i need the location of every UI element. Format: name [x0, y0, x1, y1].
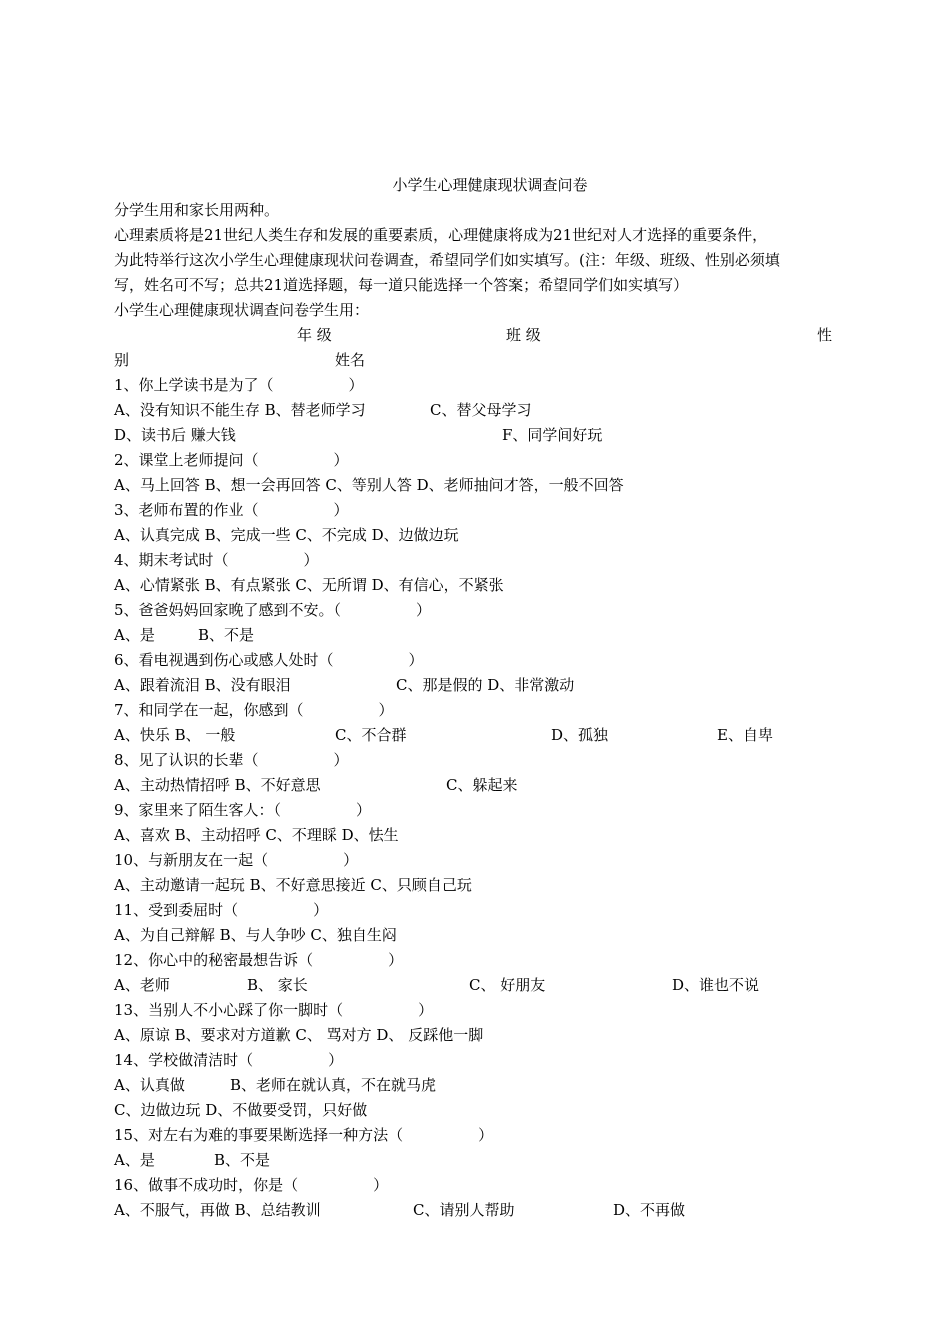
option-row [114, 673, 836, 698]
option-text: E、自卑 [717, 726, 773, 744]
question-text: 1、你上学读书是为了（ ） [114, 376, 364, 394]
question-text: 14、学校做清洁时（ ） [114, 1051, 344, 1069]
question-text: 15、对左右为难的事要果断选择一种方法（ ） [114, 1126, 494, 1144]
question-text: 16、做事不成功时，你是（ ） [114, 1176, 389, 1194]
option-row [114, 1198, 836, 1223]
option-row [114, 623, 836, 648]
option-text: A、认真做 [114, 1076, 185, 1094]
option-text: C、 好朋友 [469, 976, 546, 994]
option-row [114, 923, 836, 948]
option-text: D、孤独 [551, 726, 609, 744]
question-text: 3、老师布置的作业（ ） [114, 501, 349, 519]
option-text: A、心情紧张 B、有点紧张 C、无所谓 D、有信心，不紧张 [114, 576, 504, 594]
question-text: 6、看电视遇到伤心或感人处时（ ） [114, 651, 424, 669]
option-text: C、那是假的 D、非常激动 [396, 676, 575, 694]
question-text: 7、和同学在一起，你感到（ ） [114, 701, 394, 719]
option-row [114, 823, 836, 848]
option-text: A、喜欢 B、主动招呼 C、不理睬 D、怯生 [114, 826, 399, 844]
option-text: B、不是 [198, 626, 255, 644]
option-row [114, 398, 836, 423]
field-name-label: 姓名 [335, 351, 366, 369]
question-text: 8、见了认识的长辈（ ） [114, 751, 349, 769]
option-text: A、老师 [114, 976, 170, 994]
option-row [114, 1023, 836, 1048]
option-text: D、读书后 赚大钱 [114, 426, 236, 444]
option-text: C、躲起来 [446, 776, 518, 794]
option-text: B、老师在就认真，不在就马虎 [230, 1076, 437, 1094]
option-text: C、不合群 [335, 726, 407, 744]
option-row [114, 473, 836, 498]
option-text: A、为自己辩解 B、与人争吵 C、独自生闷 [114, 926, 397, 944]
option-text: C、请别人帮助 [413, 1201, 515, 1219]
question-text: 13、当别人不小心踩了你一脚时（ ） [114, 1001, 434, 1019]
field-grade-label: 年 级 [297, 326, 332, 344]
option-text: B、 家长 [247, 976, 308, 994]
field-gender-label: 性 [817, 326, 833, 344]
option-text: A、主动热情招呼 B、不好意思 [114, 776, 321, 794]
option-row [114, 1148, 836, 1173]
question-list [114, 373, 836, 1223]
option-text: C、边做边玩 D、不做要受罚，只好做 [114, 1101, 368, 1119]
option-row [114, 573, 836, 598]
option-text: A、马上回答 B、想一会再回答 C、等别人答 D、老师抽问才答，一般不回答 [114, 476, 624, 494]
field-class-label: 班 级 [506, 326, 541, 344]
option-row [114, 523, 836, 548]
intro-line: 分学生用和家长用两种。 [114, 201, 280, 219]
question-text: 12、你心中的秘密最想告诉（ ） [114, 951, 404, 969]
option-row [114, 973, 836, 998]
intro-paragraph-line: 为此特举行这次小学生心理健康现状问卷调查，希望同学们如实填写。(注：年级、班级、性别必须填 [114, 251, 780, 269]
option-row [114, 1073, 836, 1098]
option-text: C、替父母学习 [430, 401, 532, 419]
question-text: 10、与新朋友在一起（ ） [114, 851, 359, 869]
option-text: A、认真完成 B、完成一些 C、不完成 D、边做边玩 [114, 526, 459, 544]
option-text: A、没有知识不能生存 B、替老师学习 [114, 401, 366, 419]
option-row [114, 423, 836, 448]
subtitle: 小学生心理健康现状调查问卷学生用： [114, 301, 370, 319]
question-text: 4、期末考试时（ ） [114, 551, 319, 569]
question-text: 9、家里来了陌生客人：（ ） [114, 801, 372, 819]
fields-row [114, 323, 836, 348]
question-text: 5、爸爸妈妈回家晚了感到不安。（ ） [114, 601, 432, 619]
option-text: F、同学间好玩 [502, 426, 603, 444]
option-text: A、跟着流泪 B、没有眼泪 [114, 676, 291, 694]
document-body [114, 173, 836, 1223]
option-row [114, 873, 836, 898]
field-gender-label-cont: 别 [114, 351, 130, 369]
question-text: 2、课堂上老师提问（ ） [114, 451, 349, 469]
fields-row-2 [114, 348, 836, 373]
option-text: A、不服气，再做 B、总结教训 [114, 1201, 321, 1219]
option-text: D、谁也不说 [672, 976, 760, 994]
question-text: 11、受到委屈时（ ） [114, 901, 329, 919]
option-text: B、不是 [214, 1151, 271, 1169]
option-row [114, 773, 836, 798]
option-row [114, 1098, 836, 1123]
option-text: A、是 [114, 626, 155, 644]
option-text: A、主动邀请一起玩 B、不好意思接近 C、只顾自己玩 [114, 876, 472, 894]
intro-paragraph [114, 223, 836, 298]
option-text: A、是 [114, 1151, 155, 1169]
intro-paragraph-line: 心理素质将是21世纪人类生存和发展的重要素质，心理健康将成为21世纪对人才选择的重要条件， [114, 226, 768, 244]
option-text: A、快乐 B、 一般 [114, 726, 236, 744]
option-row [114, 723, 836, 748]
intro-paragraph-line: 写，姓名可不写；总共21道选择题，每一道只能选择一个答案；希望同学们如实填写） [114, 276, 689, 294]
page-title: 小学生心理健康现状调查问卷 [392, 176, 588, 194]
option-text: D、不再做 [613, 1201, 686, 1219]
option-text: A、原谅 B、要求对方道歉 C、 骂对方 D、 反踩他一脚 [114, 1026, 484, 1044]
